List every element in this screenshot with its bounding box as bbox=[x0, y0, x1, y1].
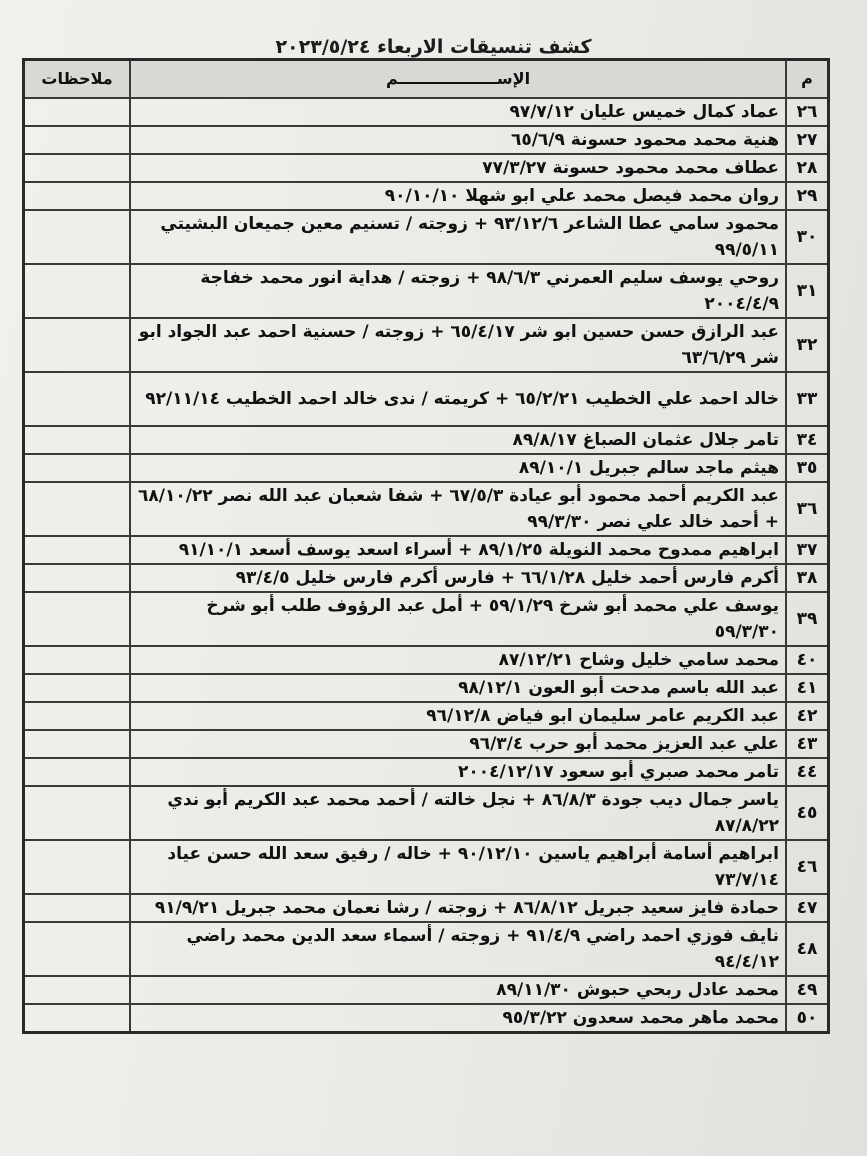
row-name: هنية محمد محمود حسونة ٦٥/٦/٩ bbox=[130, 126, 786, 154]
row-name: علي عبد العزيز محمد أبو حرب ٩٦/٣/٤ bbox=[130, 730, 786, 758]
table-row bbox=[24, 454, 829, 482]
row-number: ٤٤ bbox=[786, 758, 829, 786]
row-notes bbox=[24, 182, 131, 210]
row-number: ٤١ bbox=[786, 674, 829, 702]
row-name: عبد الرازق حسن حسين ابو شر ٦٥/٤/١٧ + زوجته / حسنية احمد عبد الجواد ابو شر ٦٣/٦/٢٩ bbox=[130, 318, 786, 372]
table-row bbox=[24, 592, 829, 646]
row-number: ٤٨ bbox=[786, 922, 829, 976]
row-number: ٣٥ bbox=[786, 454, 829, 482]
row-notes bbox=[24, 730, 131, 758]
row-name: يوسف علي محمد أبو شرخ ٥٩/١/٢٩ + أمل عبد الرؤوف طلب أبو شرخ ٥٩/٣/٣٠ bbox=[130, 592, 786, 646]
row-name: محمد عادل ربحي حبوش ٨٩/١١/٣٠ bbox=[130, 976, 786, 1004]
row-notes bbox=[24, 536, 131, 564]
row-number: ٢٧ bbox=[786, 126, 829, 154]
row-number: ٢٩ bbox=[786, 182, 829, 210]
row-notes bbox=[24, 426, 131, 454]
table-header-row bbox=[24, 60, 829, 99]
row-name: ابراهيم ممدوح محمد النويلة ٨٩/١/٢٥ + أسراء اسعد يوسف أسعد ٩١/١٠/١ bbox=[130, 536, 786, 564]
row-name: محمود سامي عطا الشاعر ٩٣/١٢/٦ + زوجته / تسنيم معين جميعان البشيتي ٩٩/٥/١١ bbox=[130, 210, 786, 264]
table-row bbox=[24, 264, 829, 318]
table-row bbox=[24, 210, 829, 264]
table-row bbox=[24, 536, 829, 564]
row-name: عماد كمال خميس عليان ٩٧/٧/١٢ bbox=[130, 98, 786, 126]
table-row bbox=[24, 1004, 829, 1033]
row-notes bbox=[24, 318, 131, 372]
row-name: محمد سامي خليل وشاح ٨٧/١٢/٢١ bbox=[130, 646, 786, 674]
row-notes bbox=[24, 894, 131, 922]
row-notes bbox=[24, 922, 131, 976]
row-notes bbox=[24, 976, 131, 1004]
row-notes bbox=[24, 482, 131, 536]
row-number: ٣٩ bbox=[786, 592, 829, 646]
row-name: ابراهيم أسامة أبراهيم ياسين ٩٠/١٢/١٠ + خاله / رفيق سعد الله حسن عياد ٧٣/٧/١٤ bbox=[130, 840, 786, 894]
row-number: ٤٣ bbox=[786, 730, 829, 758]
row-number: ٣٤ bbox=[786, 426, 829, 454]
row-name: محمد ماهر محمد سعدون ٩٥/٣/٢٢ bbox=[130, 1004, 786, 1033]
table-row bbox=[24, 126, 829, 154]
table-row bbox=[24, 372, 829, 426]
row-name: نايف فوزي احمد راضي ٩١/٤/٩ + زوجته / أسماء سعد الدين محمد راضي ٩٤/٤/١٢ bbox=[130, 922, 786, 976]
table-row bbox=[24, 426, 829, 454]
row-name: خالد احمد علي الخطيب ٦٥/٢/٢١ + كريمته / ندى خالد احمد الخطيب ٩٢/١١/١٤ bbox=[130, 372, 786, 426]
row-name: عبد الكريم عامر سليمان ابو فياض ٩٦/١٢/٨ bbox=[130, 702, 786, 730]
column-header-number: م bbox=[786, 60, 829, 99]
column-header-notes: ملاحظات bbox=[24, 60, 131, 99]
row-notes bbox=[24, 210, 131, 264]
row-number: ٣٠ bbox=[786, 210, 829, 264]
table-row bbox=[24, 564, 829, 592]
row-number: ٥٠ bbox=[786, 1004, 829, 1033]
page-title: كشف تنسيقات الاربعاء ٢٠٢٣/٥/٢٤ bbox=[275, 36, 592, 58]
row-number: ٣٦ bbox=[786, 482, 829, 536]
row-number: ٤٠ bbox=[786, 646, 829, 674]
row-notes bbox=[24, 454, 131, 482]
row-name: هيثم ماجد سالم جبريل ٨٩/١٠/١ bbox=[130, 454, 786, 482]
row-name: تامر محمد صبري أبو سعود ٢٠٠٤/١٢/١٧ bbox=[130, 758, 786, 786]
row-notes bbox=[24, 126, 131, 154]
row-notes bbox=[24, 840, 131, 894]
table-row bbox=[24, 922, 829, 976]
row-number: ٢٦ bbox=[786, 98, 829, 126]
row-number: ٤٧ bbox=[786, 894, 829, 922]
row-notes bbox=[24, 702, 131, 730]
row-number: ٣٢ bbox=[786, 318, 829, 372]
row-number: ٣٧ bbox=[786, 536, 829, 564]
table-row bbox=[24, 318, 829, 372]
column-header-name: الإســــــــــــــــــم bbox=[130, 60, 786, 99]
row-name: أكرم فارس أحمد خليل ٦٦/١/٢٨ + فارس أكرم فارس خليل ٩٣/٤/٥ bbox=[130, 564, 786, 592]
row-name: حمادة فايز سعيد جبريل ٨٦/٨/١٢ + زوجته / رشا نعمان محمد جبريل ٩١/٩/٢١ bbox=[130, 894, 786, 922]
table-row bbox=[24, 674, 829, 702]
row-number: ٣٣ bbox=[786, 372, 829, 426]
row-number: ٤٥ bbox=[786, 786, 829, 840]
table-row bbox=[24, 840, 829, 894]
row-number: ٤٢ bbox=[786, 702, 829, 730]
row-name: عبد الكريم أحمد محمود أبو عيادة ٦٧/٥/٣ + شفا شعبان عبد الله نصر ٦٨/١٠/٢٢ + أحمد خالد علي نصر ٩٩/٣/٣٠ bbox=[130, 482, 786, 536]
row-notes bbox=[24, 646, 131, 674]
row-name: عطاف محمد محمود حسونة ٧٧/٣/٢٧ bbox=[130, 154, 786, 182]
row-notes bbox=[24, 98, 131, 126]
row-notes bbox=[24, 564, 131, 592]
row-notes bbox=[24, 758, 131, 786]
row-name: ياسر جمال ديب جودة ٨٦/٨/٣ + نجل خالته / أحمد محمد عبد الكريم أبو ندي ٨٧/٨/٢٢ bbox=[130, 786, 786, 840]
names-table bbox=[22, 58, 830, 1034]
row-number: ٣٨ bbox=[786, 564, 829, 592]
row-number: ٢٨ bbox=[786, 154, 829, 182]
table-row bbox=[24, 182, 829, 210]
row-number: ٤٦ bbox=[786, 840, 829, 894]
row-number: ٤٩ bbox=[786, 976, 829, 1004]
row-name: روان محمد فيصل محمد علي ابو شهلا ٩٠/١٠/١٠ bbox=[130, 182, 786, 210]
row-name: روحي يوسف سليم العمرني ٩٨/٦/٣ + زوجته / هداية انور محمد خفاجة ٢٠٠٤/٤/٩ bbox=[130, 264, 786, 318]
row-number: ٣١ bbox=[786, 264, 829, 318]
table-row bbox=[24, 758, 829, 786]
table-row bbox=[24, 730, 829, 758]
table-row bbox=[24, 98, 829, 126]
row-notes bbox=[24, 372, 131, 426]
row-notes bbox=[24, 674, 131, 702]
table-row bbox=[24, 786, 829, 840]
row-notes bbox=[24, 264, 131, 318]
table-row bbox=[24, 976, 829, 1004]
row-notes bbox=[24, 1004, 131, 1033]
row-name: تامر جلال عثمان الصباغ ٨٩/٨/١٧ bbox=[130, 426, 786, 454]
row-notes bbox=[24, 154, 131, 182]
table-row bbox=[24, 702, 829, 730]
row-name: عبد الله باسم مدحت أبو العون ٩٨/١٢/١ bbox=[130, 674, 786, 702]
table-row bbox=[24, 482, 829, 536]
table-row bbox=[24, 154, 829, 182]
table-row bbox=[24, 894, 829, 922]
row-notes bbox=[24, 786, 131, 840]
table-row bbox=[24, 646, 829, 674]
row-notes bbox=[24, 592, 131, 646]
